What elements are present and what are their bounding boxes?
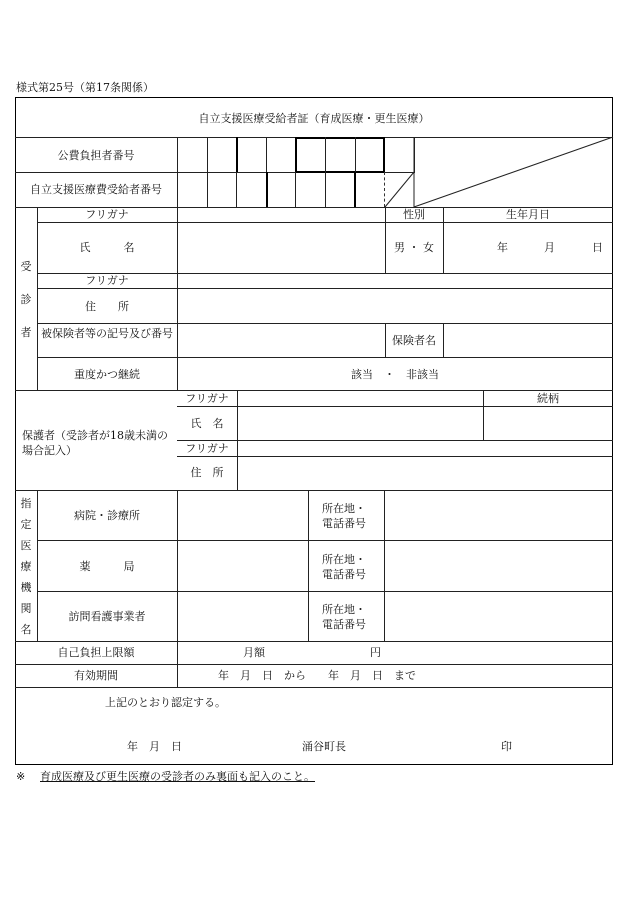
birth-year: 年 <box>497 241 508 254</box>
insured-number-label <box>37 327 177 340</box>
address-label: 住 所 <box>85 300 129 313</box>
nursing-location-label: 所在地・ <box>322 603 366 616</box>
patient-name-label: 氏 名 <box>79 241 135 254</box>
guardian-label <box>22 428 174 458</box>
form-number: 様式第25号（第17条関係） <box>16 81 154 94</box>
institution-side-label-5: 機 <box>20 581 32 594</box>
severe-continuous-label: 重度かつ継続 <box>74 368 140 381</box>
guardian-relation-label: 続柄 <box>537 392 559 405</box>
insured-number-text: 被保険者等の記号及び番号 <box>41 327 173 340</box>
recipient-number-label: 自立支援医療費受給者番号 <box>30 183 162 196</box>
gender-label: 性別 <box>403 208 425 221</box>
patient-furigana-label: フリガナ <box>85 208 129 221</box>
insurer-name-label: 保険者名 <box>392 334 436 347</box>
certification-date: 年 月 日 <box>127 740 182 753</box>
yen-label: 円 <box>370 646 381 659</box>
pharmacy-tel-label: 電話番号 <box>322 568 366 581</box>
seal-mark: 印 <box>501 740 512 753</box>
patient-side-label-2: 診 <box>20 293 32 306</box>
valid-period-label: 有効期間 <box>74 669 118 682</box>
guardian-name-label: 氏 名 <box>190 417 224 430</box>
birth-month: 月 <box>544 241 555 254</box>
form-title: 自立支援医療受給者証（育成医療・更生医療） <box>198 112 430 125</box>
hospital-tel-label: 電話番号 <box>322 517 366 530</box>
institution-side-label-7: 名 <box>20 623 32 636</box>
monthly-label: 月額 <box>243 646 265 659</box>
birth-day: 日 <box>592 241 603 254</box>
birth-date-label: 生年月日 <box>506 208 550 221</box>
payer-number-label: 公費負担者番号 <box>57 149 135 162</box>
hospital-location-label: 所在地・ <box>322 502 366 515</box>
nursing-label: 訪問看護事業者 <box>68 610 146 623</box>
pharmacy-location-label: 所在地・ <box>322 553 366 566</box>
institution-side-label-6: 関 <box>20 602 32 615</box>
guardian-furigana-label-2: フリガナ <box>185 442 229 455</box>
footnote-text: 育成医療及び更生医療の受診者のみ裏面も記入のこと。 <box>40 770 315 783</box>
institution-side-label-1: 指 <box>20 497 32 510</box>
institution-side-label-2: 定 <box>20 518 32 531</box>
patient-side-label-3: 者 <box>20 326 32 339</box>
guardian-label-text: 保護者（受診者が18歳未満の場合記入） <box>22 429 168 457</box>
gender-value: 男 ・ 女 <box>394 241 434 254</box>
pharmacy-label: 薬 局 <box>79 560 135 573</box>
nursing-tel-label: 電話番号 <box>322 618 366 631</box>
severe-continuous-value: 該当 ・ 非該当 <box>351 368 439 381</box>
guardian-furigana-label-1: フリガナ <box>185 392 229 405</box>
footnote-mark: ※ <box>16 770 26 783</box>
self-pay-limit-label: 自己負担上限額 <box>57 646 135 659</box>
valid-period-value: 年 月 日 から 年 月 日 まで <box>218 669 416 682</box>
institution-side-label-4: 療 <box>20 560 32 573</box>
guardian-address-label: 住 所 <box>190 466 224 479</box>
patient-side-label-1: 受 <box>20 260 32 273</box>
address-furigana-label: フリガナ <box>85 274 129 287</box>
mayor-name: 涌谷町長 <box>302 740 346 753</box>
hospital-label: 病院・診療所 <box>74 509 140 522</box>
institution-side-label-3: 医 <box>20 539 32 552</box>
certification-text: 上記のとおり認定する。 <box>105 696 226 709</box>
